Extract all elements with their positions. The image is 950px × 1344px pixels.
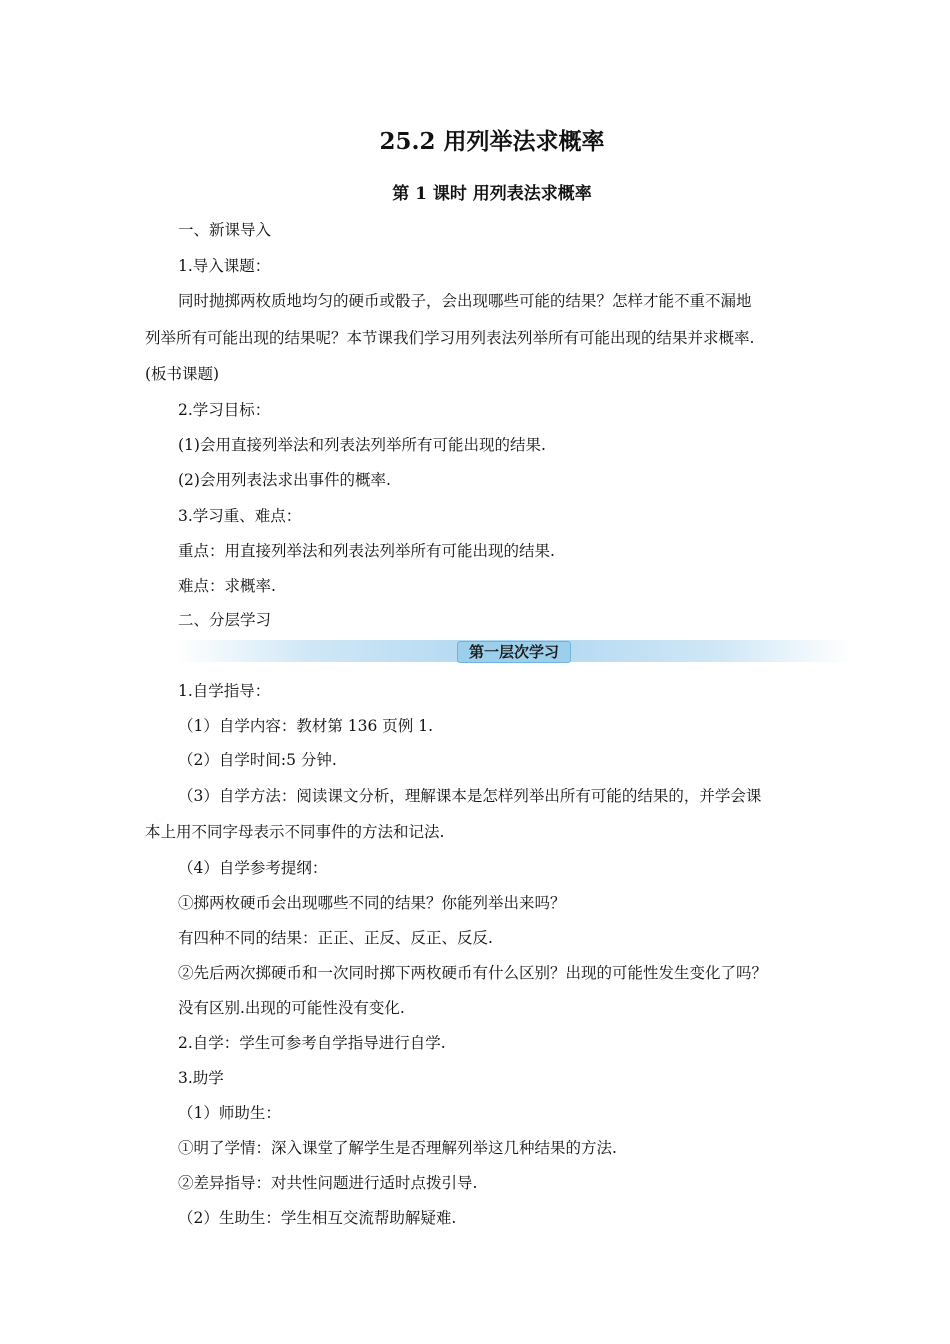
paragraph-line: ②先后两次掷硬币和一次同时掷下两枚硬币有什么区别？出现的可能性发生变化了吗？ <box>178 964 768 982</box>
paragraph-line: 难点：求概率. <box>178 577 276 595</box>
paragraph-line: 重点：用直接列举法和列表法列举所有可能出现的结果. <box>178 542 555 560</box>
paragraph-line: 2.学习目标： <box>178 401 271 419</box>
section-heading: 二、分层学习 <box>178 611 272 629</box>
paragraph-line: 本上用不同字母表示不同事件的方法和记法. <box>145 823 445 841</box>
paragraph-line: 没有区别.出现的可能性没有变化. <box>178 999 405 1017</box>
paragraph-line: （1）自学内容：教材第 136 页例 1. <box>178 717 434 735</box>
level-banner <box>176 640 852 662</box>
lesson-subtitle: 第 1 课时 用列表法求概率 <box>392 184 592 204</box>
paragraph-line: （2）自学时间:5 分钟. <box>178 751 337 769</box>
paragraph-line: 3.助学 <box>178 1069 224 1087</box>
paragraph-line: 1.自学指导： <box>178 682 271 700</box>
paragraph-line: 有四种不同的结果：正正、正反、反正、反反. <box>178 929 493 947</box>
paragraph-line: ①明了学情：深入课堂了解学生是否理解列举这几种结果的方法. <box>178 1139 617 1157</box>
paragraph-line: 列举所有可能出现的结果呢？本节课我们学习用列表法列举所有可能出现的结果并求概率. <box>145 329 755 347</box>
paragraph-line: （4）自学参考提纲： <box>178 859 328 877</box>
paragraph-line: （3）自学方法：阅读课文分析，理解课本是怎样列举出所有可能的结果的，并学会课 <box>178 787 762 805</box>
paragraph-line: （1）师助生： <box>178 1104 281 1122</box>
paragraph-line: （2）生助生：学生相互交流帮助解疑难. <box>178 1209 457 1227</box>
paragraph-line: (1)会用直接列举法和列表法列举所有可能出现的结果. <box>178 436 546 454</box>
paragraph-line: 2.自学：学生可参考自学指导进行自学. <box>178 1034 446 1052</box>
paragraph-line: 3.学习重、难点： <box>178 507 302 525</box>
lesson-title: 25.2 用列举法求概率 <box>379 128 605 155</box>
paragraph-line: (2)会用列表法求出事件的概率. <box>178 471 391 489</box>
paragraph-line: (板书课题) <box>145 365 220 383</box>
paragraph-line: 同时抛掷两枚质地均匀的硬币或骰子，会出现哪些可能的结果？怎样才能不重不漏地 <box>178 292 752 310</box>
paragraph-line: ①掷两枚硬币会出现哪些不同的结果？你能列举出来吗？ <box>178 894 566 912</box>
section-heading: 一、新课导入 <box>178 221 272 239</box>
paragraph-line: ②差异指导：对共性问题进行适时点拨引导. <box>178 1174 478 1192</box>
paragraph-line: 1.导入课题： <box>178 257 271 275</box>
level-banner-label: 第一层次学习 <box>457 641 571 663</box>
